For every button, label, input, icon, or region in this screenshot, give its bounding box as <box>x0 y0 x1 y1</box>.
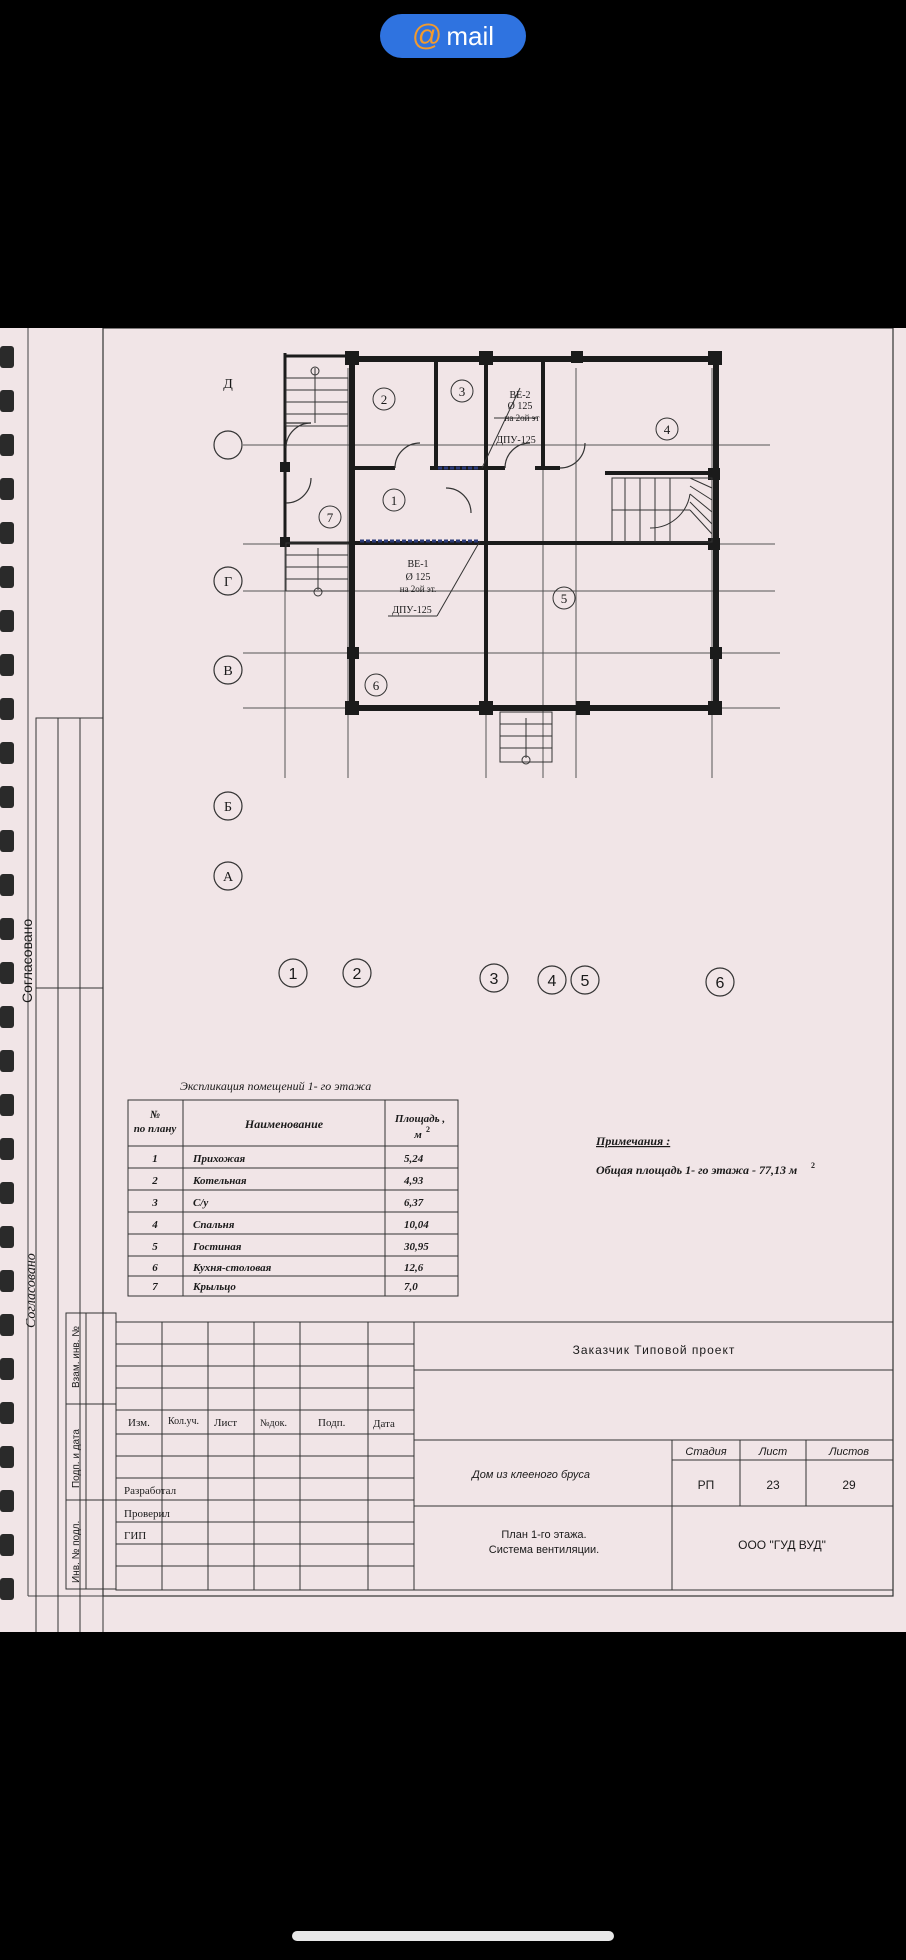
row-area: 10,04 <box>404 1219 429 1231</box>
stair-porch-bottom <box>500 712 552 764</box>
notes-heading: Примечания : <box>596 1134 671 1148</box>
row-name: Крыльцо <box>193 1281 236 1293</box>
row-name: Котельная <box>193 1175 247 1187</box>
row-num: 3 <box>152 1197 158 1209</box>
stamp-agreed-mid: Согласовано <box>24 1253 39 1328</box>
tb-col-data: Дата <box>373 1418 395 1430</box>
ve1-note: на 2ой эт. <box>399 584 437 594</box>
tb-company: ООО "ГУД ВУД" <box>738 1538 826 1552</box>
row-num: 1 <box>152 1153 158 1165</box>
axis-letter-G: Г <box>223 575 233 590</box>
axis-letter-A: А <box>222 870 234 885</box>
ve2-note: на 2ой эт <box>504 413 540 423</box>
tb-customer: Заказчик Типовой проект <box>572 1343 736 1357</box>
row-name: Прихожая <box>193 1153 246 1165</box>
explication-header-area-sup: 2 <box>426 1125 430 1134</box>
row-area: 5,24 <box>404 1153 424 1165</box>
tb-col-headers <box>128 1416 395 1430</box>
stair-main <box>612 478 712 542</box>
row-area: 7,0 <box>404 1281 418 1293</box>
ve1-dpu: ДПУ-125 <box>392 605 432 616</box>
table-row <box>151 1197 424 1209</box>
mail-app-pill[interactable] <box>380 14 526 58</box>
table-row <box>152 1281 418 1293</box>
explication-header-num-a: № <box>149 1109 161 1121</box>
row-name: Гостиная <box>193 1241 242 1253</box>
tb-col-podp: Подп. <box>318 1417 346 1429</box>
tb-roles <box>124 1485 177 1542</box>
row-area: 6,37 <box>404 1197 424 1209</box>
floor-plan-sheet <box>0 328 906 1632</box>
ventilation-ve2 <box>438 388 540 468</box>
tb-role-checked: Проверил <box>124 1508 170 1520</box>
row-num: 2 <box>152 1175 158 1187</box>
table-row <box>151 1175 424 1187</box>
spiral-binding <box>0 346 14 1600</box>
row-num: 6 <box>152 1262 158 1274</box>
tb-object: Дом из клееного бруса <box>471 1469 591 1481</box>
tb-sheet: 23 <box>766 1478 780 1492</box>
axis-num-6: 6 <box>715 975 725 992</box>
sheet-frame <box>103 328 893 1596</box>
label-inv-original: Инв. № подл. <box>71 1520 82 1583</box>
explication-header-num-b: по плану <box>133 1123 177 1135</box>
row-num: 4 <box>152 1219 158 1231</box>
room-num-5: 5 <box>560 591 568 606</box>
axis-letter-D: Д <box>223 377 233 392</box>
stair-porch-top <box>286 367 348 426</box>
document-photo[interactable] <box>0 328 906 1632</box>
tb-stage: РП <box>697 1478 715 1492</box>
tb-sheet-header: Лист <box>758 1446 788 1458</box>
room-num-1: 1 <box>390 493 398 508</box>
explication-title: Экспликация помещений 1- го этажа <box>180 1079 372 1093</box>
tb-stage-header: Стадия <box>685 1446 727 1458</box>
ve2-diam: Ø 125 <box>507 401 533 412</box>
tb-col-list: Лист <box>214 1417 238 1429</box>
inner-walls <box>352 359 716 712</box>
tb-col-koluch: Кол.уч. <box>168 1416 200 1427</box>
row-area: 30,95 <box>404 1241 429 1253</box>
ve2-dpu: ДПУ-125 <box>496 435 536 446</box>
room-num-4: 4 <box>663 422 671 437</box>
tb-col-izm: Изм. <box>128 1417 150 1429</box>
row-num: 5 <box>152 1241 158 1253</box>
ventilation-ve1 <box>360 541 480 616</box>
room-num-6: 6 <box>372 678 380 693</box>
tb-sheets-header: Листов <box>828 1446 870 1458</box>
axis-num-2: 2 <box>352 966 362 983</box>
floor-plan <box>214 351 780 996</box>
ve2-name: ВЕ-2 <box>509 390 531 401</box>
explication-header-area-b: м <box>414 1129 422 1141</box>
row-area: 4,93 <box>404 1175 424 1187</box>
approval-strip <box>36 718 103 1632</box>
at-icon: @ <box>411 19 443 52</box>
ve1-diam: Ø 125 <box>405 572 431 583</box>
explication-header-name: Наименование <box>244 1117 324 1131</box>
explication-header-area-a: Площадь , <box>394 1113 446 1125</box>
wall-posts <box>280 351 722 715</box>
table-row <box>152 1153 424 1165</box>
ve1-name: ВЕ-1 <box>407 559 429 570</box>
axis-num-1: 1 <box>288 966 298 983</box>
row-num: 7 <box>152 1281 158 1293</box>
row-name: Кухня-столовая <box>193 1262 272 1274</box>
axis-num-4: 4 <box>547 973 557 990</box>
axis-letter-bubbles <box>214 431 242 890</box>
app-name: mail <box>446 20 495 51</box>
row-area: 12,6 <box>404 1262 424 1274</box>
home-indicator[interactable] <box>292 1931 614 1941</box>
row-name: Спальня <box>193 1219 235 1231</box>
axis-letter-V: В <box>223 664 233 679</box>
room-num-3: 3 <box>458 384 466 399</box>
room-num-2: 2 <box>380 392 388 407</box>
notes-text: Общая площадь 1- го этажа - 77,13 м <box>596 1163 798 1177</box>
axis-letter-B: Б <box>223 800 233 815</box>
room-num-7: 7 <box>326 510 334 525</box>
label-sign-date: Подп. и дата <box>71 1429 82 1488</box>
table-row <box>151 1219 429 1231</box>
tb-col-ndok: №док. <box>260 1418 287 1429</box>
axis-num-3: 3 <box>489 971 499 988</box>
explication-rows <box>151 1153 429 1293</box>
room-bubbles <box>319 380 678 696</box>
table-row <box>152 1241 429 1253</box>
row-name: С/у <box>193 1197 209 1209</box>
tb-sheet-title-2: Система вентиляции. <box>488 1544 600 1556</box>
axis-num-5: 5 <box>580 973 590 990</box>
label-inv-replace: Взам. инв. № <box>71 1326 82 1388</box>
tb-role-developed: Разработал <box>124 1485 177 1497</box>
tb-sheet-title-1: План 1-го этажа. <box>501 1529 587 1541</box>
tb-sheets: 29 <box>842 1478 856 1492</box>
table-row <box>152 1262 424 1274</box>
stamp-agreed-top: Согласовано <box>19 918 35 1003</box>
tb-role-gip: ГИП <box>124 1530 147 1542</box>
axis-number-bubbles <box>279 959 734 996</box>
stair-porch-left <box>286 543 348 596</box>
notes-sup: 2 <box>811 1161 815 1170</box>
